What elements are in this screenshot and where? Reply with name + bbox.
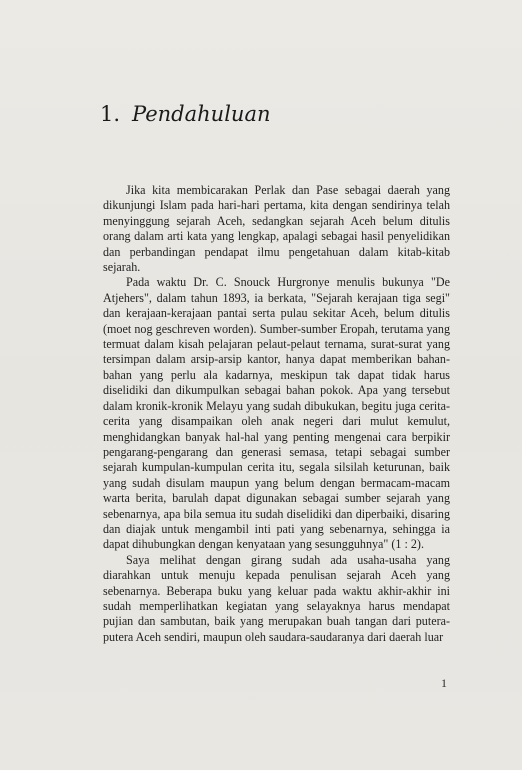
chapter-heading	[100, 102, 271, 126]
chapter-number: 1.	[100, 102, 121, 126]
page-number: 1	[441, 676, 447, 690]
chapter-title: Pendahuluan	[132, 102, 271, 126]
paragraph-3: Saya melihat dengan girang sudah ada usaha-usaha yang diarahkan untuk menuju kepada penulisan sejarah Aceh yang sebenarnya. Beberapa buku yang keluar pada waktu akhir-akhir ini sudah memperlihatkan kegiatan yang selayaknya harus mendapat pujian dan sambutan, baik yang merupakan buah tangan dari putera-putera Aceh sendiri, maupun oleh saudara-saudaranya dari daerah luar	[103, 552, 450, 644]
body-text	[103, 183, 450, 645]
paragraph-2: Pada waktu Dr. C. Snouck Hurgronye menulis bukunya "De Atjehers", dalam tahun 1893, ia berkata, "Sejarah kerajaan tiga segi" dan kerajaan-kerajaan pantai serta pulau sekitar Aceh, belum ditulis (moet nog geschreven worden). Sumber-sumber Eropah, terutama yang termuat dalam kisah pelajaran pelaut-pelaut ternama, surat-surat yang tersimpan dalam arsip-arsip kantor, hanya dapat memberikan bahan-bahan yang perlu ala kadarnya, meskipun tak dapat tidak harus diselidiki dan dikumpulkan sebagai bahan pokok. Apa yang tersebut dalam kronik-kronik Melayu yang sudah dibukukan, begitu juga cerita-cerita yang disampaikan oleh anak negeri dari mulut kemulut, menghidangkan banyak hal-hal yang penting mengenai cara berpikir pengarang-pengarang dan generasi semasa, tetapi sebagai sumber sejarah kumpulan-kumpulan cerita itu, segala silsilah keturunan, baik yang sudah disulam maupun yang belum dengan bermacam-macam warta berita, barulah dapat digunakan sebagai sumber sejarah yang sebenarnya, apa bila semua itu sudah diselidiki dan diperbaiki, disaring dan diajak untuk mengambil inti pati yang sebenarnya, sehingga ia dapat dihubungkan dengan kenyataan yang sesungguhnya" (1 : 2).	[103, 275, 450, 552]
paragraph-1: Jika kita membicarakan Perlak dan Pase sebagai daerah yang dikunjungi Islam pada hari-hari pertama, kita dengan sendirinya telah menyinggung sejarah Aceh, sedangkan sejarah Aceh belum ditulis orang dalam arti kata yang lengkap, apalagi sebagai hasil penyelidikan dan perbandingan pendapat ilmu pengetahuan dalam kitab-kitab sejarah.	[103, 183, 450, 275]
